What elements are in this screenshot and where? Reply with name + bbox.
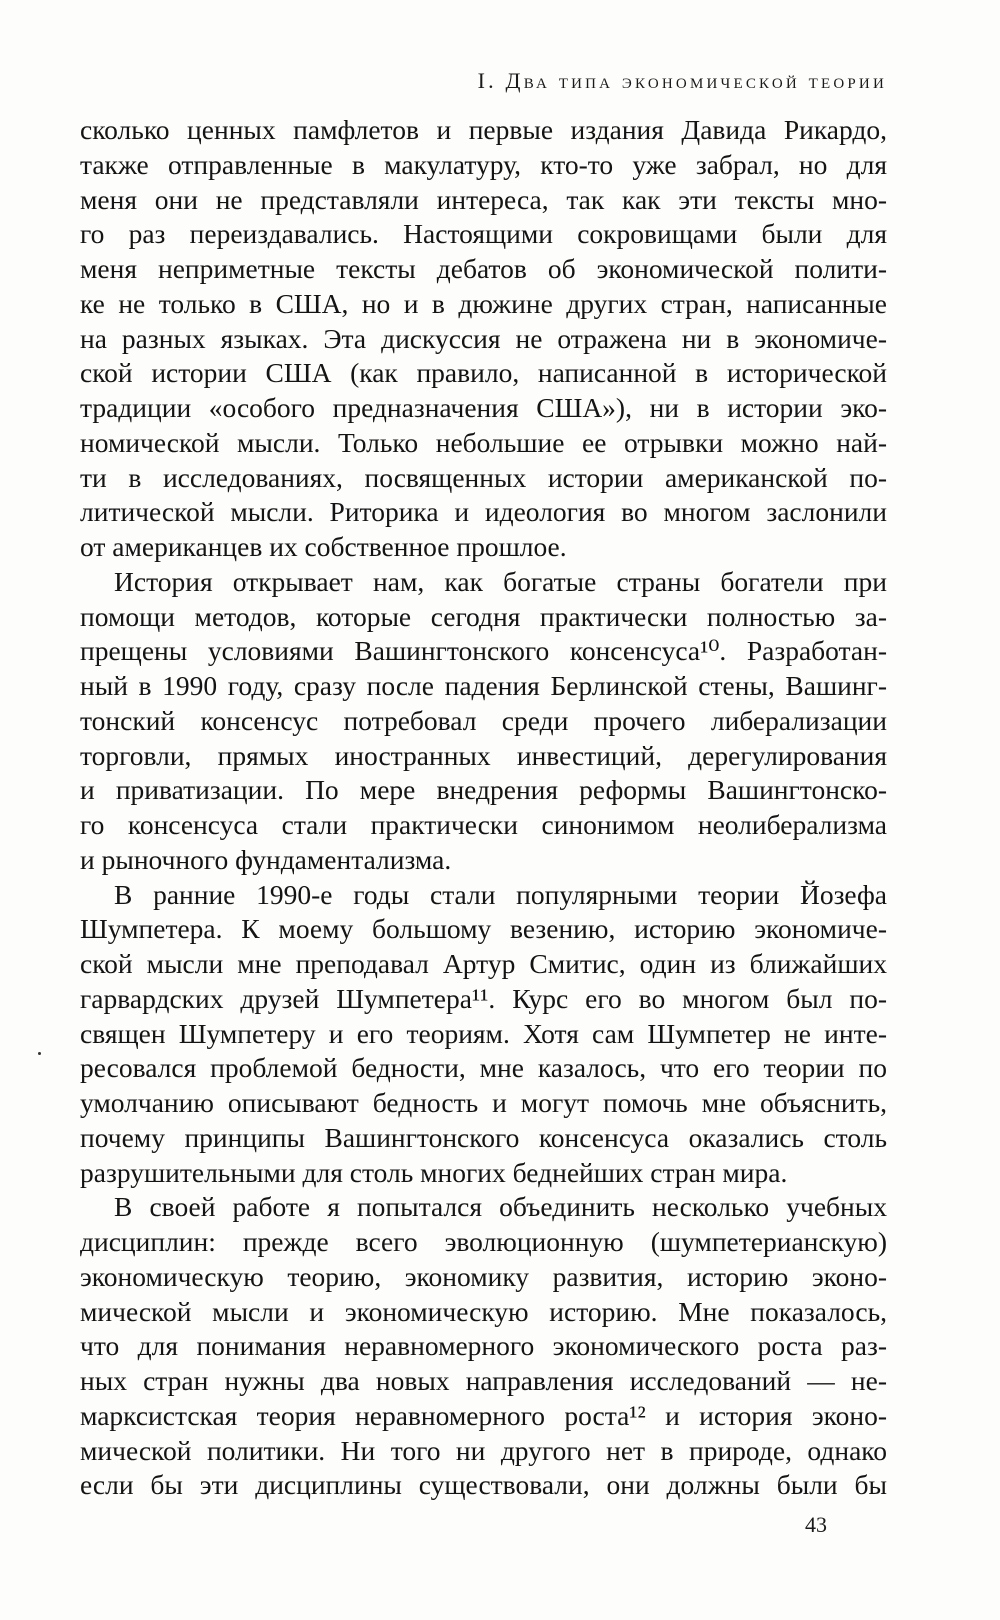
text-line: сколько ценных памфлетов и первые издания Давида Рикардо, bbox=[80, 114, 887, 145]
text-line: ке не только в США, но и в дюжине других стран, написанные bbox=[80, 287, 887, 319]
paragraph-last-line: и рыночного фундаментализма. bbox=[80, 843, 452, 875]
text-line: номической мысли. Только небольшие ее отрывки можно най- bbox=[80, 426, 887, 458]
paragraph-last-line: от американцев их собственное прошлое. bbox=[80, 531, 567, 562]
text-line: ской мысли мне преподавал Артур Смитис, один из ближайших bbox=[80, 948, 887, 979]
paragraph-first-line: В ранние 1990-е годы стали популярными теории Йозефа bbox=[114, 878, 887, 910]
text-line: марксистская теория неравномерного роста¹² и история эконо- bbox=[80, 1399, 887, 1431]
text-line: умолчанию описывают бедность и могут помочь мне объяснить, bbox=[80, 1087, 887, 1118]
text-line: помощи методов, которые сегодня практически полностью за- bbox=[80, 600, 887, 632]
text-line: если бы эти дисциплины существовали, они должны были бы bbox=[80, 1469, 887, 1501]
text-line: ской истории США (как правило, написанной в исторической bbox=[80, 357, 887, 389]
paragraph-first-line: В своей работе я попытался объединить несколько учебных bbox=[114, 1191, 887, 1223]
text-line: также отправленные в макулатуру, кто-то уже забрал, но для bbox=[80, 148, 887, 180]
text-line: ных стран нужны два новых направления исследований — не- bbox=[80, 1365, 887, 1396]
page-number: 43 bbox=[805, 1512, 827, 1537]
running-header: I. Два типа экономической теории bbox=[477, 68, 887, 93]
text-line: экономическую теорию, экономику развития, историю эконо- bbox=[80, 1260, 887, 1292]
text-line: мической политики. Ни того ни другого нет в природе, однако bbox=[80, 1434, 887, 1466]
text-line: го консенсуса стали практически синонимом неолиберализма bbox=[80, 809, 887, 840]
text-line: почему принципы Вашингтонского консенсуса оказались столь bbox=[80, 1121, 887, 1153]
text-line: ресовался проблемой бедности, мне казалось, что его теории по bbox=[80, 1052, 887, 1084]
text-line: меня они не представляли интереса, так как эти тексты мно- bbox=[80, 183, 887, 215]
text-line: тонский консенсус потребовал среди прочего либерализации bbox=[80, 704, 887, 736]
text-line: го раз переиздавались. Настоящими сокровищами были для bbox=[80, 218, 887, 250]
text-line: меня неприметные тексты дебатов об экономической полити- bbox=[80, 253, 887, 284]
text-line: Шумпетера. К моему большому везению, историю экономиче- bbox=[80, 913, 887, 945]
text-line: ный в 1990 году, сразу после падения Берлинской стены, Вашинг- bbox=[80, 670, 887, 701]
text-line: традиции «особого предназначения США»), ни в истории эко- bbox=[80, 392, 887, 423]
text-line: священ Шумпетеру и его теориям. Хотя сам Шумпетер не инте- bbox=[80, 1017, 887, 1049]
text-line: ти в исследованиях, посвященных истории американской по- bbox=[80, 461, 887, 493]
margin-speck bbox=[38, 1052, 41, 1055]
text-line: на разных языках. Эта дискуссия не отражена ни в экономиче- bbox=[80, 322, 887, 354]
body-text bbox=[80, 113, 887, 1503]
text-line: торговли, прямых иностранных инвестиций, дерегулирования bbox=[80, 739, 887, 771]
text-line: дисциплин: прежде всего эволюционную (шумпетерианскую) bbox=[80, 1226, 887, 1257]
text-line: и приватизации. По мере внедрения реформы Вашингтонско- bbox=[80, 774, 887, 806]
text-line: гарвардских друзей Шумпетера¹¹. Курс его во многом был по- bbox=[80, 982, 887, 1014]
text-line: литической мысли. Риторика и идеология во многом заслонили bbox=[80, 496, 887, 528]
paragraph-last-line: разрушительными для столь многих беднейших стран мира. bbox=[80, 1156, 788, 1188]
text-line: прещены условиями Вашингтонского консенсуса¹⁰. Разработан- bbox=[80, 635, 887, 667]
paragraph-first-line: История открывает нам, как богатые страны богатели при bbox=[114, 565, 887, 597]
text-line: что для понимания неравномерного экономического роста раз- bbox=[80, 1330, 887, 1362]
text-line: мической мысли и экономическую историю. Мне показалось, bbox=[80, 1295, 887, 1327]
